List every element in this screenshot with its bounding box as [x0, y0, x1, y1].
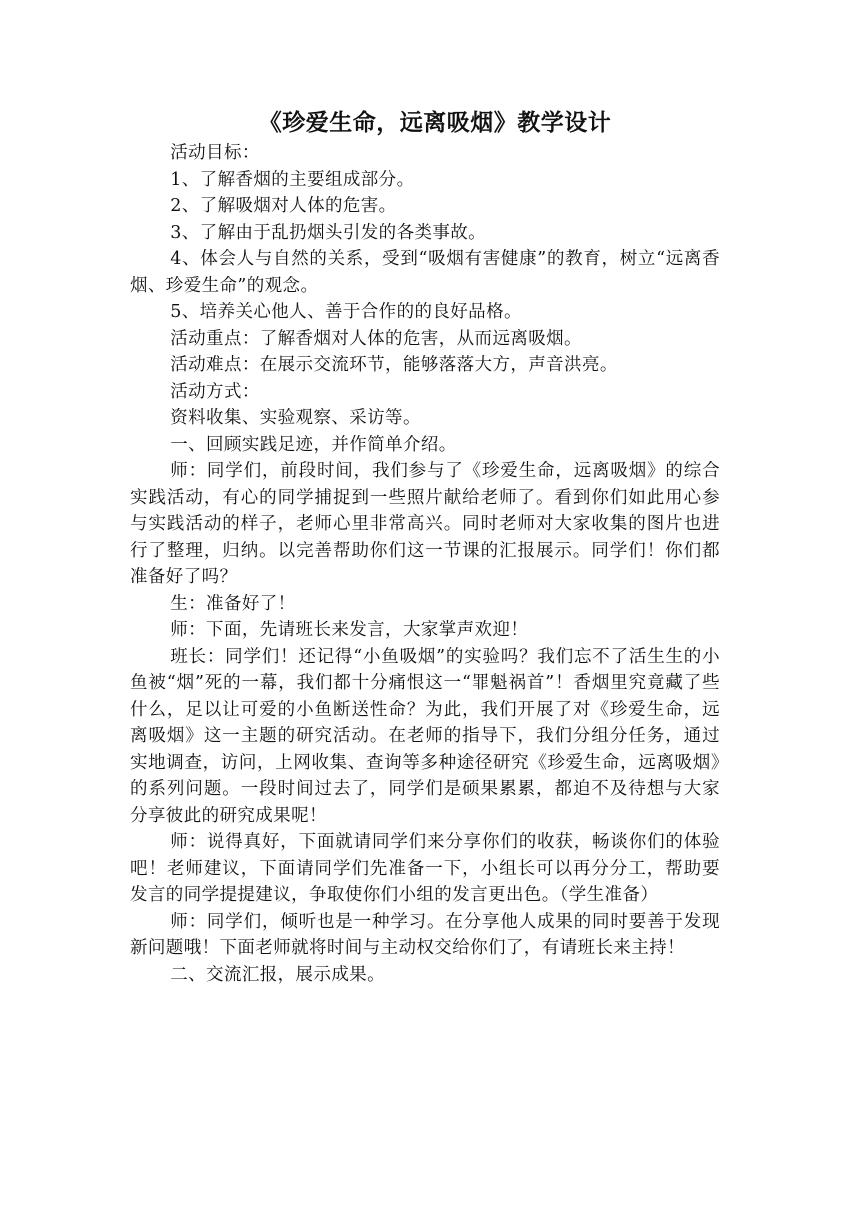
paragraph-objective-2: 2、了解吸烟对人体的危害。: [170, 196, 397, 216]
document-body: [130, 106, 720, 988]
paragraph-method-heading: 活动方式：: [170, 381, 260, 402]
paragraph-monitor-speech: 班长：同学们！还记得“小鱼吸烟”的实验吗？我们忘不了活生生的小鱼被“烟”死的一幕，我们都十分痛恨这一“罪魁祸首”！香烟里究竟藏了些什么，足以让可爱的小鱼断送性命？为此，我们开展了对《珍爱生命，远离吸烟》这一主题的研究活动。在老师的指导下，我们分组分任务，通过实地调查，访问，上网收集、查询等多种途径研究《珍爱生命，远离吸烟》的系列问题。一段时间过去了，同学们是硕果累累，都迫不及待想与大家分享彼此的研究成果呢！: [130, 646, 720, 826]
paragraph-teacher-intro: 师：同学们，前段时间，我们参与了《珍爱生命，远离吸烟》的综合实践活动，有心的同学捕捉到一些照片献给老师了。看到你们如此用心参与实践活动的样子，老师心里非常高兴。同时老师对大家收集的图片也进行了整理，归纳。以完善帮助你们这一节课的汇报展示。同学们！你们都准备好了吗？: [130, 461, 720, 587]
paragraph-methods: 资料收集、实验观察、采访等。: [170, 408, 421, 428]
paragraph-objective-1: 1、了解香烟的主要组成部分。: [170, 169, 415, 190]
paragraph-section-1: 一、回顾实践足迹，并作简单介绍。: [170, 434, 457, 455]
paragraph-section-2: 二、交流汇报，展示成果。: [170, 964, 386, 985]
paragraph-difficulty: 活动难点：在展示交流环节，能够落落大方，声音洪亮。: [170, 355, 618, 375]
paragraph-teacher-share: 师：说得真好，下面就请同学们来分享你们的收获，畅谈你们的体验吧！老师建议，下面请同学们先准备一下，小组长可以再分分工，帮助要发言的同学提提建议，争取使你们小组的发言更出色。（学生准备）: [130, 832, 720, 905]
paragraph-objective-5: 5、培养关心他人、善于合作的的良好品格。: [170, 302, 522, 322]
paragraph-objectives-heading: 活动目标：: [170, 143, 260, 163]
paragraph-teacher-invite: 师：下面，先请班长来发言，大家掌声欢迎！: [170, 620, 529, 640]
document-title: 《珍爱生命，远离吸烟》教学设计: [258, 110, 612, 136]
paragraph-teacher-listen: 师：同学们，倾听也是一种学习。在分享他人成果的同时要善于发现新问题哦！下面老师就将时间与主动权交给你们了，有请班长来主持！: [130, 911, 720, 958]
paragraph-objective-3: 3、了解由于乱扔烟头引发的各类事故。: [170, 222, 487, 243]
paragraph-objective-4: 4、体会人与自然的关系，受到“吸烟有害健康”的教育，树立“远离香烟、珍爱生命”的观念。: [130, 249, 720, 296]
paragraph-student-reply: 生：准备好了！: [170, 593, 296, 614]
paragraph-key-point: 活动重点：了解香烟对人体的危害，从而远离吸烟。: [170, 328, 582, 349]
